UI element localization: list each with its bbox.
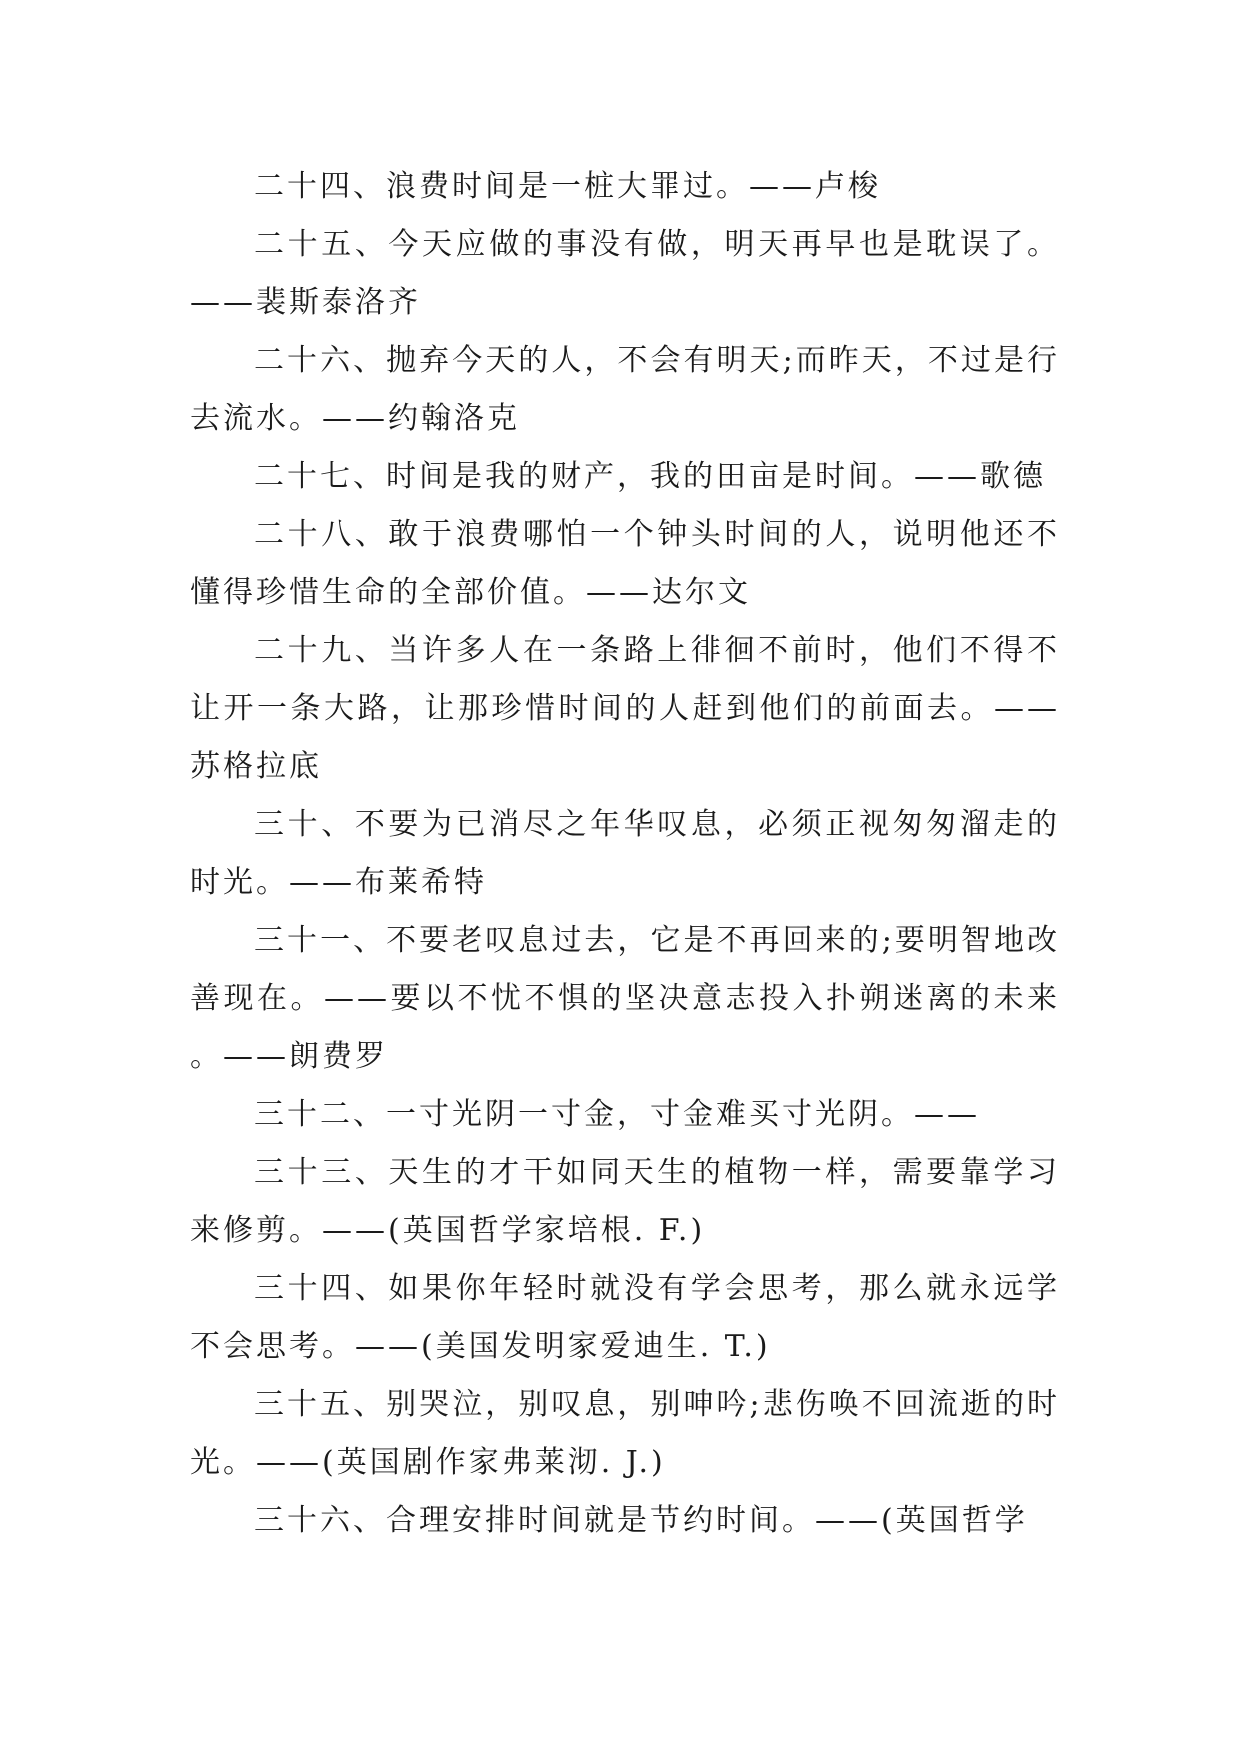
quote-paragraph-31: 三十一、不要老叹息过去，它是不再回来的;要明智地改善现在。——要以不忧不惧的坚决意志投入扑朔迷离的未来。——朗费罗	[190, 923, 1060, 1074]
quote-paragraph-29: 二十九、当许多人在一条路上徘徊不前时，他们不得不让开一条大路，让那珍惜时间的人赶到他们的前面去。——苏格拉底	[190, 633, 1060, 784]
quote-paragraph-33: 三十三、天生的才干如同天生的植物一样，需要靠学习来修剪。——(英国哲学家培根. F.)	[190, 1155, 1060, 1248]
quote-paragraph-28: 二十八、敢于浪费哪怕一个钟头时间的人，说明他还不懂得珍惜生命的全部价值。——达尔文	[190, 517, 1060, 610]
quote-paragraph-26: 二十六、抛弃今天的人，不会有明天;而昨天，不过是行去流水。——约翰洛克	[190, 343, 1060, 436]
quote-paragraph-24: 二十四、浪费时间是一桩大罪过。——卢梭	[254, 169, 881, 204]
quote-paragraph-25: 二十五、今天应做的事没有做，明天再早也是耽误了。——裴斯泰洛齐	[190, 227, 1060, 320]
quote-paragraph-36: 三十六、合理安排时间就是节约时间。——(英国哲学	[254, 1503, 1028, 1538]
quote-paragraph-35: 三十五、别哭泣，别叹息，别呻吟;悲伤唤不回流逝的时光。——(英国剧作家弗莱沏. J.)	[190, 1387, 1060, 1480]
quote-paragraph-27: 二十七、时间是我的财产，我的田亩是时间。——歌德	[254, 459, 1046, 494]
quote-paragraph-32: 三十二、一寸光阴一寸金，寸金难买寸光阴。——	[254, 1097, 980, 1132]
quote-paragraph-30: 三十、不要为已消尽之年华叹息，必须正视匆匆溜走的时光。——布莱希特	[190, 807, 1060, 900]
quote-paragraph-34: 三十四、如果你年轻时就没有学会思考，那么就永远学不会思考。——(美国发明家爱迪生. T.)	[190, 1271, 1060, 1364]
document-body	[190, 158, 1060, 1550]
